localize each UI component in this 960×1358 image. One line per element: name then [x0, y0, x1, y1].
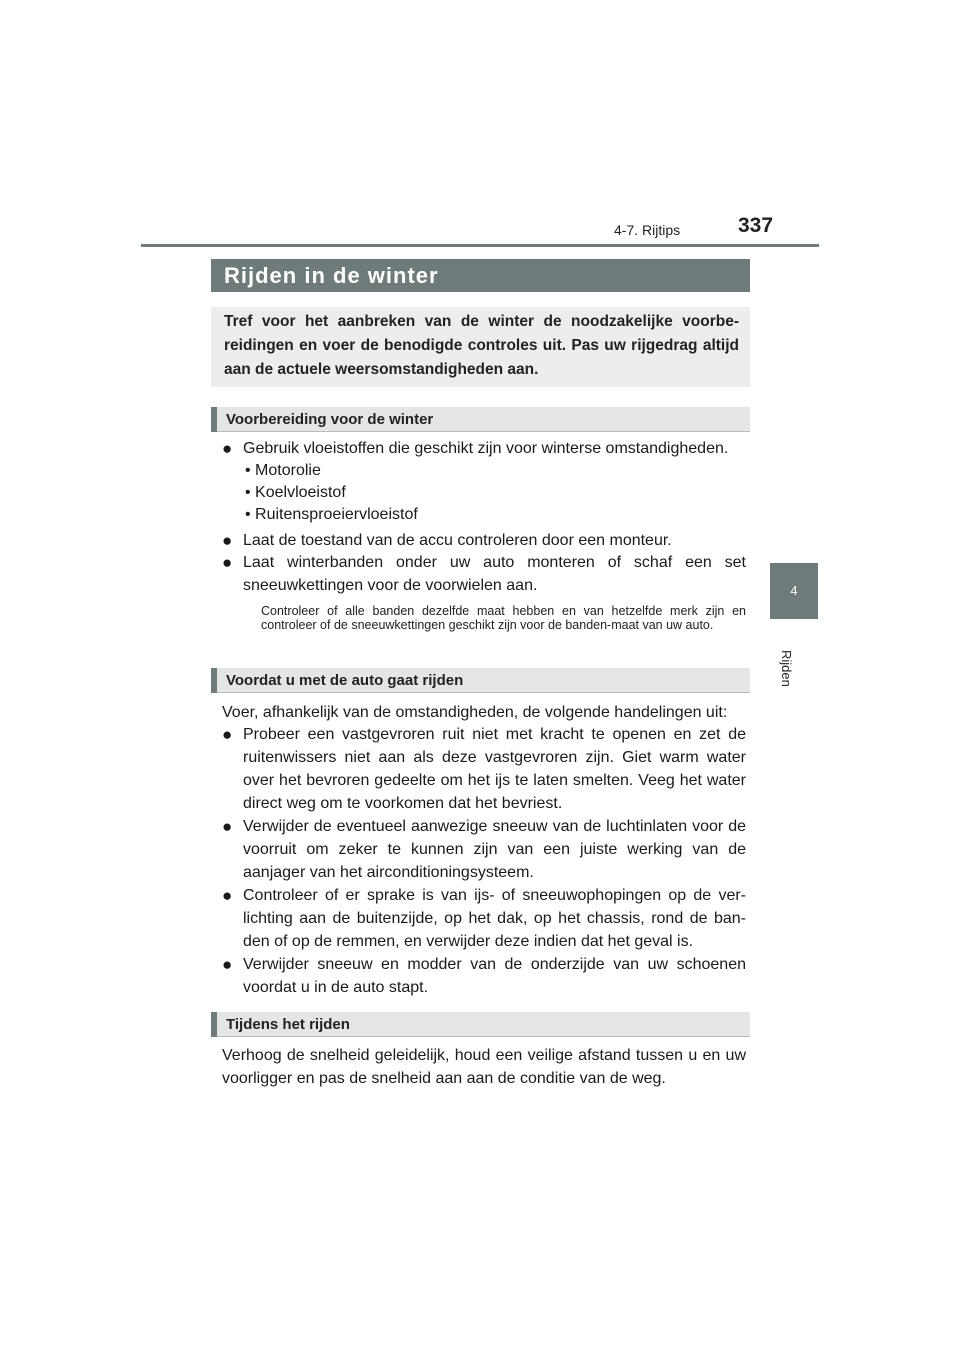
sub-list-item: • Koelvloeistof — [245, 484, 346, 501]
body-text: Verhoog de snelheid geleidelijk, houd een veilige afstand tussen u en uw voorligger en pas de snelheid aan aan de conditie van de weg. — [222, 1047, 746, 1087]
page-title-bar — [211, 259, 750, 292]
bullet-text: Probeer een vastgevroren ruit niet met kracht te openen en zet de ruitenwissers niet aan als deze vastgevroren zijn. Giet warm water over het bevroren gedeelte om het ijs te laten smelten. Veeg het water direct weg om te voorkomen dat het bevriest. — [243, 726, 746, 812]
page-number: 337 — [738, 214, 774, 237]
bullet-icon: ● — [222, 886, 233, 905]
bullet-text: Verwijder de eventueel aanwezige sneeuw van de luchtinlaten voor de voorruit om zeker te kunnen zijn van een juiste werking van de aanjager van het airconditioningsysteem. — [243, 818, 746, 881]
section-heading-text: Voordat u met de auto gaat rijden — [226, 672, 464, 689]
bullet-icon: ● — [222, 531, 233, 550]
sub-list-item: • Ruitensproeiervloeistof — [245, 506, 418, 523]
note-text: Controleer of alle banden dezelfde maat hebben en van hetzelfde merk zijn en controleer of de sneeuwkettingen geschikt zijn voor de banden-maat van uw auto. — [261, 604, 746, 632]
bullet-text: Verwijder sneeuw en modder van de onderzijde van uw schoenen voordat u in de auto stapt. — [243, 956, 746, 996]
bullet-icon: ● — [222, 817, 233, 836]
intro-box — [211, 307, 750, 387]
header-section-label: 4-7. Rijtips — [614, 222, 681, 238]
chapter-label: Rijden — [779, 650, 794, 687]
page-title: Rijden in de winter — [224, 263, 439, 288]
bullet-icon: ● — [222, 553, 233, 572]
bullet-icon: ● — [222, 955, 233, 974]
intro-text: Tref voor het aanbreken van de winter de noodzakelijke voorbe-reidingen en voer de benodigde controles uit. Pas uw rijgedrag altijd aan de actuele weersomstandigheden aan. — [224, 313, 739, 378]
bullet-text: Gebruik vloeistoffen die geschikt zijn voor winterse omstandigheden. — [243, 440, 729, 457]
chapter-tab — [770, 563, 818, 619]
bullet-text: Controleer of er sprake is van ijs- of sneeuwophopingen op de ver-lichting aan de buitenzijde, op het dak, op het chassis, rond de ban-den of op de remmen, en verwijder deze indien dat het geval is. — [243, 887, 746, 950]
section-heading-before-driving — [211, 668, 750, 693]
bullet-text: Laat de toestand van de accu controleren door een monteur. — [243, 532, 672, 549]
header-rule — [141, 244, 819, 247]
sub-list-item: • Motorolie — [245, 462, 321, 479]
section-heading-text: Tijdens het rijden — [226, 1016, 350, 1033]
section-heading-while-driving — [211, 1012, 750, 1037]
section-heading-preparation — [211, 407, 750, 432]
bullet-text: Laat winterbanden onder uw auto monteren of schaf een set sneeuwkettingen voor de voorwielen aan. — [243, 554, 746, 594]
chapter-number: 4 — [790, 583, 798, 598]
section-heading-text: Voorbereiding voor de winter — [226, 411, 434, 428]
bullet-icon: ● — [222, 439, 233, 458]
lead-text: Voer, afhankelijk van de omstandigheden, de volgende handelingen uit: — [222, 704, 728, 721]
bullet-icon: ● — [222, 725, 233, 744]
